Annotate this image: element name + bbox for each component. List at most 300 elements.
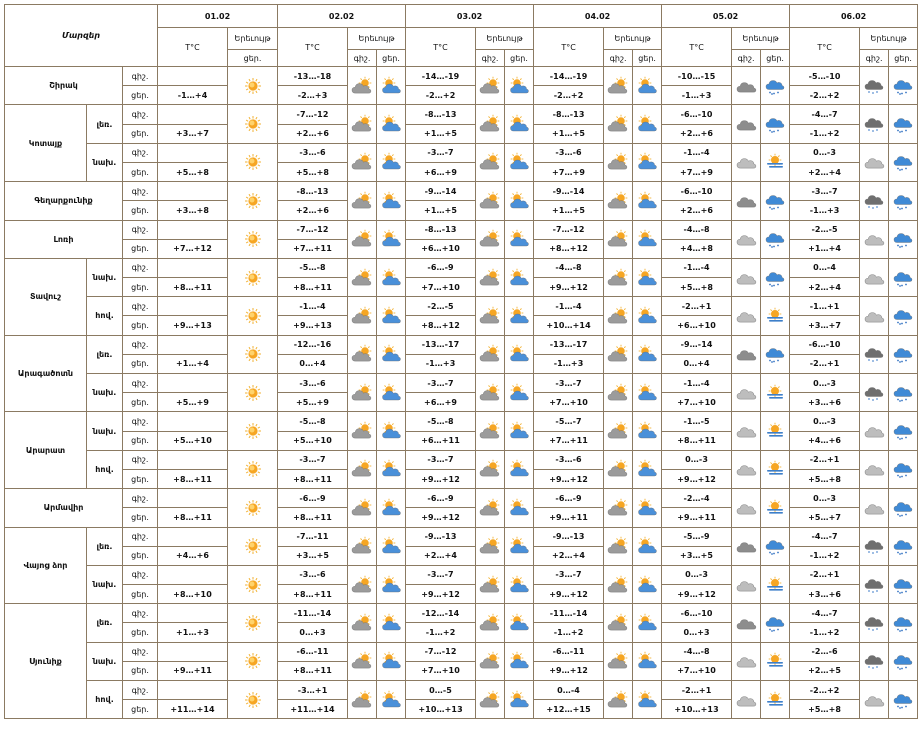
snow-icon <box>892 422 914 440</box>
temperature-cell: +3…+6 <box>790 585 860 604</box>
temperature-cell: -6…-10 <box>662 604 732 623</box>
temperature-cell: +8…+11 <box>278 278 348 297</box>
phenomenon-cell <box>228 489 278 527</box>
night-phenomenon-cell <box>860 604 889 642</box>
partly-cloudy-icon <box>479 537 501 555</box>
temperature-cell: +9…+13 <box>158 316 228 335</box>
temperature-cell: -4…-7 <box>790 527 860 546</box>
night-phenomenon-cell <box>604 489 633 527</box>
sun-icon <box>242 384 264 402</box>
day-phenomenon-cell <box>377 565 406 603</box>
snow-icon <box>892 384 914 402</box>
day-phenomenon-cell <box>377 527 406 565</box>
temperature-cell: -3…-6 <box>278 143 348 162</box>
day-phenomenon-cell <box>633 489 662 527</box>
partly-cloudy-icon <box>351 230 373 248</box>
night-label: գիշ. <box>123 642 158 661</box>
temperature-cell: -1…-4 <box>662 374 732 393</box>
day-phenomenon-cell <box>761 297 790 335</box>
table-row <box>5 374 918 393</box>
temperature-header: T°C <box>790 28 860 67</box>
partly-cloudy-icon <box>508 230 530 248</box>
night-phenomenon-cell <box>348 297 377 335</box>
temperature-cell: +5…+9 <box>278 393 348 412</box>
day-phenomenon-cell <box>633 297 662 335</box>
partly-cloudy-icon <box>380 537 402 555</box>
page-title: Մարզեր <box>5 5 158 67</box>
snow-icon <box>892 460 914 478</box>
day-phenomenon-cell <box>505 297 534 335</box>
night-label: գիշ. <box>123 489 158 508</box>
night-phenomenon-cell <box>476 565 505 603</box>
temperature-cell: +1…+5 <box>534 124 604 143</box>
partly-cloudy-icon <box>479 269 501 287</box>
partly-cloudy-icon <box>508 77 530 95</box>
day-label: ցեր. <box>123 393 158 412</box>
night-phenomenon-cell <box>348 604 377 642</box>
sun-icon <box>242 537 264 555</box>
temperature-cell: -6…-9 <box>406 258 476 277</box>
snow-icon <box>764 77 786 95</box>
cloud-icon <box>735 499 757 517</box>
partly-cloudy-icon <box>351 269 373 287</box>
temperature-cell <box>158 642 228 661</box>
day-phenomenon-cell <box>889 450 918 488</box>
day-phenomenon-cell <box>889 258 918 296</box>
partly-cloudy-icon <box>607 499 629 517</box>
cloud-icon <box>735 192 757 210</box>
partly-cloudy-icon <box>380 614 402 632</box>
partly-cloudy-icon <box>380 345 402 363</box>
temperature-cell: 0…-3 <box>790 374 860 393</box>
day-phenomenon-cell <box>505 527 534 565</box>
phenomenon-cell <box>228 604 278 642</box>
partly-cloudy-icon <box>607 77 629 95</box>
partly-cloudy-icon <box>508 537 530 555</box>
day-label: ցեր. <box>123 546 158 565</box>
night-phenomenon-cell <box>732 182 761 220</box>
partly-cloudy-icon <box>380 384 402 402</box>
night-phenomenon-cell <box>348 220 377 258</box>
temperature-cell: -6…-10 <box>662 105 732 124</box>
temperature-cell <box>158 450 228 469</box>
date-header: 03.02 <box>406 5 534 28</box>
temperature-cell <box>158 220 228 239</box>
temperature-cell: +2…+4 <box>534 546 604 565</box>
zone-label: լեռ. <box>87 105 123 143</box>
temperature-cell: -3…+1 <box>278 681 348 700</box>
day-phenomenon-cell <box>761 374 790 412</box>
temperature-cell: -3…-7 <box>406 143 476 162</box>
partly-cloudy-icon <box>636 537 658 555</box>
cloud-snow-icon <box>863 192 885 210</box>
day-label: ցեր. <box>377 50 406 67</box>
temperature-cell: +8…+10 <box>158 585 228 604</box>
partly-cloudy-icon <box>479 691 501 709</box>
temperature-header: T°C <box>158 28 228 67</box>
phenomenon-cell <box>228 297 278 335</box>
cloud-icon <box>735 307 757 325</box>
table-row <box>5 527 918 546</box>
cloud-snow-icon <box>863 576 885 594</box>
night-phenomenon-cell <box>476 450 505 488</box>
sun-fog-icon <box>764 384 786 402</box>
day-label: ցեր. <box>123 354 158 373</box>
snow-icon <box>892 192 914 210</box>
temperature-cell: -1…-5 <box>662 412 732 431</box>
phenomenon-cell <box>228 335 278 373</box>
night-phenomenon-cell <box>860 258 889 296</box>
night-phenomenon-cell <box>604 258 633 296</box>
temperature-cell: 0…-4 <box>534 681 604 700</box>
partly-cloudy-icon <box>479 153 501 171</box>
phenomenon-cell <box>228 412 278 450</box>
temperature-cell <box>158 335 228 354</box>
night-phenomenon-cell <box>860 681 889 719</box>
partly-cloudy-icon <box>351 614 373 632</box>
zone-label: հով. <box>87 681 123 719</box>
temperature-cell: -4…-8 <box>534 258 604 277</box>
temperature-cell: -2…+2 <box>790 86 860 105</box>
day-label: ցեր. <box>123 623 158 642</box>
night-phenomenon-cell <box>732 143 761 181</box>
region-name: Արագածոտն <box>5 335 87 412</box>
temperature-cell <box>158 604 228 623</box>
partly-cloudy-icon <box>380 153 402 171</box>
night-phenomenon-cell <box>732 681 761 719</box>
temperature-cell: +5…+10 <box>278 431 348 450</box>
day-phenomenon-cell <box>633 412 662 450</box>
zone-label: նախ. <box>87 374 123 412</box>
temperature-cell: 0…-5 <box>406 681 476 700</box>
sun-icon <box>242 460 264 478</box>
partly-cloudy-icon <box>636 307 658 325</box>
temperature-cell: 0…-3 <box>790 143 860 162</box>
phenomenon-cell <box>228 143 278 181</box>
temperature-cell: -2…-5 <box>790 220 860 239</box>
temperature-cell: -1…+3 <box>790 201 860 220</box>
phenomenon-header: Երեւույթ <box>732 28 790 50</box>
night-phenomenon-cell <box>604 297 633 335</box>
temperature-cell: +5…+8 <box>662 278 732 297</box>
day-phenomenon-cell <box>377 604 406 642</box>
temperature-cell <box>158 297 228 316</box>
day-phenomenon-cell <box>505 182 534 220</box>
temperature-cell: -5…-8 <box>278 258 348 277</box>
temperature-cell <box>158 412 228 431</box>
partly-cloudy-icon <box>380 652 402 670</box>
temperature-cell: +2…+6 <box>662 201 732 220</box>
partly-cloudy-icon <box>508 422 530 440</box>
partly-cloudy-icon <box>508 576 530 594</box>
temperature-cell: +7…+9 <box>534 162 604 181</box>
temperature-cell: -2…-4 <box>662 489 732 508</box>
night-phenomenon-cell <box>604 374 633 412</box>
partly-cloudy-icon <box>380 691 402 709</box>
temperature-cell: +7…+10 <box>534 393 604 412</box>
temperature-cell: +1…+5 <box>534 201 604 220</box>
day-phenomenon-cell <box>505 67 534 105</box>
partly-cloudy-icon <box>636 230 658 248</box>
day-label: ցեր. <box>123 700 158 719</box>
partly-cloudy-icon <box>479 307 501 325</box>
temperature-cell: +1…+4 <box>790 239 860 258</box>
temperature-cell: 0…-4 <box>790 258 860 277</box>
temperature-cell: -2…+1 <box>790 354 860 373</box>
zone-label: հով. <box>87 450 123 488</box>
night-phenomenon-cell <box>732 220 761 258</box>
day-label: ցեր. <box>123 239 158 258</box>
cloud-icon <box>735 153 757 171</box>
temperature-cell: -6…-11 <box>534 642 604 661</box>
day-label: ցեր. <box>123 431 158 450</box>
day-phenomenon-cell <box>889 681 918 719</box>
partly-cloudy-icon <box>636 77 658 95</box>
night-phenomenon-cell <box>604 105 633 143</box>
night-label: գիշ. <box>476 50 505 67</box>
day-phenomenon-cell <box>761 642 790 680</box>
partly-cloudy-icon <box>479 77 501 95</box>
day-phenomenon-cell <box>761 67 790 105</box>
partly-cloudy-icon <box>380 269 402 287</box>
day-phenomenon-cell <box>505 105 534 143</box>
temperature-cell: +4…+6 <box>790 431 860 450</box>
temperature-cell: +11…+14 <box>158 700 228 719</box>
night-phenomenon-cell <box>732 604 761 642</box>
cloud-icon <box>735 614 757 632</box>
temperature-cell: 0…+3 <box>278 623 348 642</box>
temperature-cell: -2…+2 <box>790 681 860 700</box>
date-header: 04.02 <box>534 5 662 28</box>
sun-icon <box>242 576 264 594</box>
temperature-cell: -5…-8 <box>278 412 348 431</box>
snow-icon <box>892 307 914 325</box>
cloud-icon <box>735 460 757 478</box>
day-phenomenon-cell <box>377 220 406 258</box>
night-phenomenon-cell <box>476 335 505 373</box>
temperature-cell: +2…+6 <box>662 124 732 143</box>
temperature-cell: +6…+10 <box>662 316 732 335</box>
temperature-cell: +7…+11 <box>278 239 348 258</box>
cloud-icon <box>863 499 885 517</box>
day-phenomenon-cell <box>889 565 918 603</box>
sun-icon <box>242 691 264 709</box>
night-phenomenon-cell <box>732 258 761 296</box>
temperature-cell: +1…+4 <box>158 354 228 373</box>
temperature-cell: -6…-10 <box>662 182 732 201</box>
snow-icon <box>892 576 914 594</box>
day-label: ցեր. <box>123 162 158 181</box>
day-phenomenon-cell <box>377 182 406 220</box>
snow-icon <box>764 345 786 363</box>
sun-fog-icon <box>764 153 786 171</box>
temperature-cell: 0…-3 <box>790 489 860 508</box>
partly-cloudy-icon <box>636 614 658 632</box>
temperature-cell: +9…+11 <box>158 661 228 680</box>
night-phenomenon-cell <box>604 220 633 258</box>
partly-cloudy-icon <box>380 230 402 248</box>
day-phenomenon-cell <box>761 527 790 565</box>
temperature-cell: +8…+11 <box>278 661 348 680</box>
phenomenon-cell <box>228 527 278 565</box>
day-phenomenon-cell <box>761 489 790 527</box>
temperature-cell: -3…-6 <box>534 143 604 162</box>
day-phenomenon-cell <box>761 335 790 373</box>
table-row <box>5 412 918 431</box>
partly-cloudy-icon <box>508 614 530 632</box>
partly-cloudy-icon <box>380 307 402 325</box>
day-phenomenon-cell <box>889 489 918 527</box>
temperature-cell: +8…+11 <box>278 508 348 527</box>
zone-label: նախ. <box>87 412 123 450</box>
temperature-cell: +1…+5 <box>406 124 476 143</box>
temperature-cell: +2…+4 <box>790 162 860 181</box>
night-phenomenon-cell <box>348 642 377 680</box>
temperature-cell: -3…-7 <box>406 374 476 393</box>
cloud-icon <box>735 422 757 440</box>
temperature-cell: -10…-15 <box>662 67 732 86</box>
night-phenomenon-cell <box>476 297 505 335</box>
phenomenon-header: Երեւույթ <box>476 28 534 50</box>
snow-icon <box>892 537 914 555</box>
night-phenomenon-cell <box>732 527 761 565</box>
night-label: գիշ. <box>732 50 761 67</box>
temperature-cell: -9…-13 <box>406 527 476 546</box>
temperature-cell: -1…-4 <box>278 297 348 316</box>
temperature-cell: 0…+4 <box>662 354 732 373</box>
temperature-cell: -2…+1 <box>662 681 732 700</box>
partly-cloudy-icon <box>636 499 658 517</box>
night-phenomenon-cell <box>860 565 889 603</box>
day-phenomenon-cell <box>761 220 790 258</box>
temperature-cell: -6…-11 <box>278 642 348 661</box>
night-phenomenon-cell <box>348 258 377 296</box>
cloud-icon <box>735 77 757 95</box>
day-phenomenon-cell <box>761 143 790 181</box>
partly-cloudy-icon <box>351 537 373 555</box>
snow-icon <box>892 691 914 709</box>
temperature-cell: -4…-8 <box>662 220 732 239</box>
night-label: գիշ. <box>123 374 158 393</box>
snow-icon <box>764 230 786 248</box>
temperature-cell: 0…+3 <box>662 623 732 642</box>
partly-cloudy-icon <box>351 153 373 171</box>
partly-cloudy-icon <box>607 614 629 632</box>
day-phenomenon-cell <box>377 374 406 412</box>
temperature-cell: +5…+8 <box>278 162 348 181</box>
temperature-cell: +7…+9 <box>662 162 732 181</box>
partly-cloudy-icon <box>508 153 530 171</box>
table-row <box>5 297 918 316</box>
day-phenomenon-cell <box>377 258 406 296</box>
night-phenomenon-cell <box>476 105 505 143</box>
day-phenomenon-cell <box>377 489 406 527</box>
temperature-cell <box>158 143 228 162</box>
temperature-cell: +2…+6 <box>278 124 348 143</box>
day-label: ցեր. <box>633 50 662 67</box>
partly-cloudy-icon <box>607 192 629 210</box>
temperature-cell <box>158 182 228 201</box>
partly-cloudy-icon <box>380 422 402 440</box>
night-label: գիշ. <box>123 182 158 201</box>
temperature-cell: +9…+12 <box>534 278 604 297</box>
night-phenomenon-cell <box>604 565 633 603</box>
night-phenomenon-cell <box>860 450 889 488</box>
day-label: ցեր. <box>505 50 534 67</box>
day-label: ցեր. <box>123 201 158 220</box>
partly-cloudy-icon <box>479 576 501 594</box>
day-phenomenon-cell <box>633 374 662 412</box>
night-label: գիշ. <box>123 412 158 431</box>
night-phenomenon-cell <box>476 489 505 527</box>
zone-label: լեռ. <box>87 604 123 642</box>
phenomenon-cell <box>228 182 278 220</box>
temperature-cell: +2…+4 <box>406 546 476 565</box>
temperature-cell: +6…+11 <box>406 431 476 450</box>
temperature-header: T°C <box>406 28 476 67</box>
temperature-cell: +3…+5 <box>662 546 732 565</box>
temperature-cell: +7…+10 <box>662 393 732 412</box>
temperature-cell: -2…+2 <box>406 86 476 105</box>
snow-icon <box>892 115 914 133</box>
temperature-cell: -4…-7 <box>790 604 860 623</box>
temperature-cell: +9…+12 <box>406 508 476 527</box>
night-phenomenon-cell <box>348 681 377 719</box>
day-phenomenon-cell <box>633 220 662 258</box>
day-phenomenon-cell <box>633 143 662 181</box>
zone-label: հով. <box>87 297 123 335</box>
date-header: 02.02 <box>278 5 406 28</box>
sun-icon <box>242 115 264 133</box>
temperature-cell: +5…+8 <box>790 469 860 488</box>
phenomenon-cell <box>228 220 278 258</box>
temperature-cell: -1…+3 <box>662 86 732 105</box>
cloud-icon <box>863 153 885 171</box>
temperature-cell: -3…-6 <box>278 565 348 584</box>
cloud-icon <box>863 307 885 325</box>
sun-fog-icon <box>764 307 786 325</box>
day-phenomenon-cell <box>377 642 406 680</box>
partly-cloudy-icon <box>380 460 402 478</box>
night-phenomenon-cell <box>604 182 633 220</box>
cloud-icon <box>735 691 757 709</box>
phenomenon-cell <box>228 565 278 603</box>
night-label: գիշ. <box>123 220 158 239</box>
temperature-cell <box>158 489 228 508</box>
phenomenon-cell <box>228 258 278 296</box>
partly-cloudy-icon <box>380 499 402 517</box>
day-phenomenon-cell <box>633 565 662 603</box>
temperature-cell: +9…+12 <box>662 585 732 604</box>
temperature-cell: -8…-13 <box>278 182 348 201</box>
partly-cloudy-icon <box>479 384 501 402</box>
night-label: գիշ. <box>123 565 158 584</box>
temperature-cell: -7…-12 <box>534 220 604 239</box>
table-row <box>5 105 918 124</box>
cloud-icon <box>863 269 885 287</box>
temperature-cell <box>158 527 228 546</box>
partly-cloudy-icon <box>508 384 530 402</box>
night-phenomenon-cell <box>476 642 505 680</box>
night-phenomenon-cell <box>732 412 761 450</box>
partly-cloudy-icon <box>607 269 629 287</box>
temperature-cell: +7…+10 <box>406 661 476 680</box>
temperature-cell: +1…+5 <box>406 201 476 220</box>
temperature-cell: +7…+10 <box>406 278 476 297</box>
date-header: 05.02 <box>662 5 790 28</box>
night-phenomenon-cell <box>604 604 633 642</box>
day-phenomenon-cell <box>505 450 534 488</box>
